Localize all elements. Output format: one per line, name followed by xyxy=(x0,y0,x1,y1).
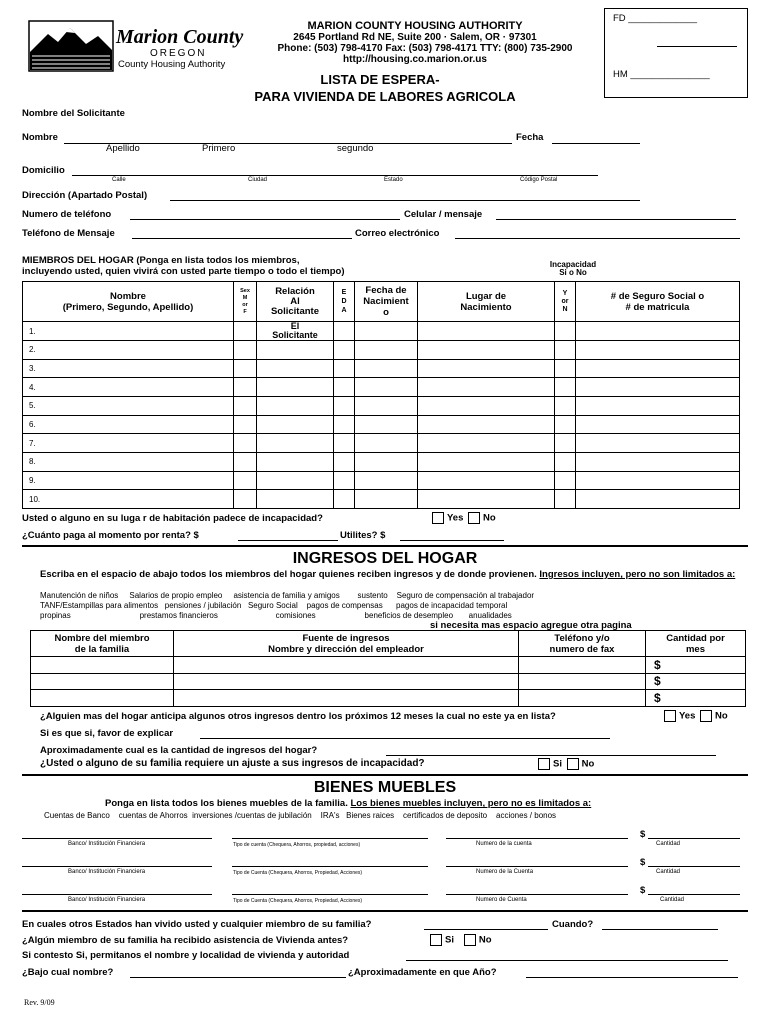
income-examples-1: Manutención de niños Salarios de propio empleo asistencia de familia y amigos sustento Seguro de compensación al trabajador xyxy=(40,591,535,600)
sub-segundo: segundo xyxy=(337,143,374,154)
dollar-sign: $ xyxy=(640,829,646,840)
states-field[interactable] xyxy=(424,929,548,930)
income-examples-2: TANF/Estampillas para alimentos pensiones / jubilación Seguro Social pagos de compensas pagos de incapacidad temporal xyxy=(40,601,508,610)
table-row[interactable] xyxy=(31,690,746,707)
income-table xyxy=(30,630,746,707)
dollar-sign: $ xyxy=(646,690,746,707)
bank-field[interactable] xyxy=(22,894,212,895)
office-use-box xyxy=(604,8,748,98)
income-q4-answers: Si No xyxy=(536,758,594,770)
assets-list: Cuentas de Banco cuentas de Ahorros inversiones /cuentas de jubilación IRA's Bienes raices certificados de deposito acciones / bonos xyxy=(44,811,557,820)
row-number: 5. xyxy=(23,396,234,415)
disability-no-checkbox[interactable] xyxy=(468,512,480,524)
explain-field[interactable] xyxy=(200,738,610,739)
type-label: Tipo de cuenta (Chequera, Ahorros, propiedad, acciones) xyxy=(233,842,361,848)
table-row[interactable] xyxy=(23,471,740,490)
email-label: Correo electrónico xyxy=(355,228,440,239)
states-question: En cuales otros Estados han vivido usted y cualquier miembro de su familia? xyxy=(22,919,372,930)
office-blank-line xyxy=(657,46,737,47)
type-field[interactable] xyxy=(232,894,428,895)
org-address: 2645 Portland Rd NE, Suite 200 · Salem, OR · 97301 xyxy=(293,32,537,43)
bank-label: Banco/ Institución Financiera xyxy=(68,841,146,847)
prior-assistance-answers: Si No xyxy=(428,934,492,946)
divider xyxy=(22,774,748,776)
bank-field[interactable] xyxy=(22,866,212,867)
assets-heading: BIENES MUEBLES xyxy=(313,779,457,796)
dollar-sign: $ xyxy=(640,857,646,868)
assets-intro: Ponga en lista todos los bienes muebles de la familia. Los bienes muebles incluyen, pero no es limitados a: xyxy=(105,798,592,809)
amount-field[interactable] xyxy=(648,894,740,895)
amount-label: Cantidad xyxy=(660,897,685,903)
utilities-label: Utilites? $ xyxy=(340,530,386,541)
total-income-field[interactable] xyxy=(386,755,716,756)
sub-ciudad: Ciudad xyxy=(248,177,268,183)
rent-field[interactable] xyxy=(238,540,338,541)
col-name: Nombre (Primero, Segundo, Apellido) xyxy=(23,282,234,322)
table-row[interactable] xyxy=(31,657,746,674)
account-label: Numero de la Cuenta xyxy=(476,869,534,875)
col-phone: Teléfono y/o numero de fax xyxy=(519,631,646,657)
type-label: Tipo de Cuenta (Chequera, Ahorros, Propiedad, Acciones) xyxy=(233,898,363,904)
bank-label: Banco/ Institución Financiera xyxy=(68,869,146,875)
self-relation: El Solicitante xyxy=(272,321,318,340)
msg-phone-label: Teléfono de Mensaje xyxy=(22,228,115,239)
account-field[interactable] xyxy=(446,894,628,895)
year-question: ¿Aproximadamente en que Año? xyxy=(348,967,497,978)
county-logo xyxy=(28,20,256,72)
row-number: 4. xyxy=(23,378,234,397)
authority-question: Si contesto Si, permitanos el nombre y localidad de vivienda y autoridad xyxy=(22,950,350,961)
row-number: 3. xyxy=(23,359,234,378)
yes-label: Yes xyxy=(447,512,464,524)
col-sex: Sex M or F xyxy=(234,282,257,322)
under-name-field[interactable] xyxy=(130,977,346,978)
col-source: Fuente de ingresos Nombre y dirección del empleador xyxy=(174,631,519,657)
sub-primero: Primero xyxy=(202,143,236,154)
row-number: 2. xyxy=(23,341,234,360)
account-label: Numero de Cuenta xyxy=(476,897,527,903)
income-q1: ¿Alguien mas del hogar anticipa algunos otros ingresos dentro los próximos 12 meses la cual no este ya en lista? xyxy=(40,711,556,722)
when-field[interactable] xyxy=(602,929,718,930)
table-row[interactable] xyxy=(23,359,740,378)
when-label: Cuando? xyxy=(552,919,594,930)
divider xyxy=(22,910,748,912)
table-row[interactable] xyxy=(23,396,740,415)
form-title-line2: PARA VIVIENDA DE LABORES AGRICOLA xyxy=(254,89,516,104)
type-field[interactable] xyxy=(232,838,428,839)
col-member: Nombre del miembro de la familia xyxy=(31,631,174,657)
phone-field[interactable] xyxy=(130,219,400,220)
rent-question: ¿Cuánto paga al momento por renta? $ xyxy=(22,530,199,541)
utilities-field[interactable] xyxy=(400,540,504,541)
domicilio-field[interactable] xyxy=(72,175,598,176)
disability-yes-checkbox[interactable] xyxy=(432,512,444,524)
table-row[interactable] xyxy=(23,434,740,453)
bank-label: Banco/ Institución Financiera xyxy=(68,897,146,903)
sub-calle: Calle xyxy=(112,177,126,183)
table-row[interactable] xyxy=(23,415,740,434)
amount-label: Cantidad xyxy=(656,841,681,847)
sub-estado: Estado xyxy=(384,177,403,183)
adjust-yes-checkbox[interactable] xyxy=(538,758,550,770)
income-more-space: si necesita mas espacio agregue otra pagina xyxy=(430,620,632,631)
logo-name: Marion County xyxy=(116,26,244,48)
col-yn: Y or N xyxy=(555,282,576,322)
household-intro-1: MIEMBROS DEL HOGAR (Ponga en lista todos los miembros, xyxy=(22,255,300,266)
table-row[interactable] xyxy=(23,490,740,509)
row-number: 1. xyxy=(23,322,234,341)
no-label: No xyxy=(483,512,496,524)
logo-state: OREGON xyxy=(150,48,207,59)
table-row[interactable] xyxy=(23,341,740,360)
income-examples-3: propinas prestamos financieros comisiones beneficios de desempleo anualidades xyxy=(40,611,512,620)
cell-label: Celular / mensaje xyxy=(404,209,483,220)
col-pob: Lugar de Nacimiento xyxy=(418,282,555,322)
account-label: Numero de la cuenta xyxy=(476,841,532,847)
date-field[interactable] xyxy=(552,143,640,144)
table-row[interactable] xyxy=(23,322,740,341)
adjust-no-checkbox[interactable] xyxy=(567,758,579,770)
domicilio-label: Domicilio xyxy=(22,165,65,176)
table-row[interactable] xyxy=(31,673,746,690)
prior-yes-checkbox[interactable] xyxy=(430,934,442,946)
prior-no-checkbox[interactable] xyxy=(464,934,476,946)
cell-field[interactable] xyxy=(496,219,736,220)
postal-field[interactable] xyxy=(170,200,640,201)
row-number: 7. xyxy=(23,434,234,453)
fd-field[interactable]: FD _____________ xyxy=(613,13,697,24)
household-intro-2: incluyendo usted, quien vivirá con usted parte tiempo o todo el tiempo) xyxy=(22,266,345,277)
amount-field[interactable] xyxy=(648,838,740,839)
disability-answers xyxy=(430,512,496,524)
row-number: 9. xyxy=(23,471,234,490)
col-amount: Cantidad por mes xyxy=(646,631,746,657)
col-dob: Fecha de Nacimient o xyxy=(355,282,418,322)
divider xyxy=(22,545,748,547)
under-name-question: ¿Bajo cual nombre? xyxy=(22,967,114,978)
col-age: E D A xyxy=(334,282,355,322)
logo-sub: County Housing Authority xyxy=(118,59,226,70)
date-label: Fecha xyxy=(516,132,544,143)
sub-codigo: Código Postal xyxy=(520,177,558,183)
incap-yn: Si o No xyxy=(559,268,587,277)
table-row[interactable] xyxy=(23,452,740,471)
name-label: Nombre xyxy=(22,132,58,143)
income-q3: Aproximadamente cual es la cantidad de ingresos del hogar? xyxy=(40,745,318,756)
year-field[interactable] xyxy=(526,977,738,978)
household-table xyxy=(22,281,740,509)
type-field[interactable] xyxy=(232,866,428,867)
row-number: 10. xyxy=(23,490,234,509)
future-income-yes-checkbox[interactable] xyxy=(664,710,676,722)
type-label: Tipo de Cuenta (Chequera, Ahorros, Propiedad, Acciones) xyxy=(233,870,363,876)
future-income-no-checkbox[interactable] xyxy=(700,710,712,722)
income-q1-answers: Yes No xyxy=(662,710,728,722)
col-relation: Relación Al Solicitante xyxy=(257,282,334,322)
phone-label: Numero de teléfono xyxy=(22,209,112,220)
disability-question: Usted o alguno en su luga r de habitación padece de incapacidad? xyxy=(22,513,323,524)
income-intro: Escriba en el espacio de abajo todos los miembros del hogar quienes reciben ingresos y de donde provienen. Ingresos incluyen, pero no son limitados a: xyxy=(40,569,736,580)
prior-assistance-question: ¿Algún miembro de su familia ha recibido asistencia de Vivienda antes? xyxy=(22,935,349,946)
org-phones: Phone: (503) 798-4170 Fax: (503) 798-4171 TTY: (800) 735-2900 xyxy=(277,43,573,54)
amount-label: Cantidad xyxy=(656,869,681,875)
form-title-line1: LISTA DE ESPERA- xyxy=(320,72,440,87)
incap-label: Incapacidad xyxy=(549,260,597,269)
dollar-sign: $ xyxy=(646,657,746,674)
msg-phone-field[interactable] xyxy=(132,238,352,239)
dollar-sign: $ xyxy=(640,885,646,896)
postal-label: Dirección (Apartado Postal) xyxy=(22,190,148,201)
account-field[interactable] xyxy=(446,866,628,867)
org-url: http://housing.co.marion.or.us xyxy=(343,54,487,65)
hm-field[interactable]: HM _______________ xyxy=(613,69,710,80)
col-ssn: # de Seguro Social o # de matricula xyxy=(576,282,740,322)
amount-field[interactable] xyxy=(648,866,740,867)
revision-label: Rev. 9/09 xyxy=(24,998,55,1007)
income-q2: Si es que si, favor de explicar xyxy=(40,728,174,739)
table-row[interactable] xyxy=(23,378,740,397)
email-field[interactable] xyxy=(455,238,740,239)
section-applicant: Nombre del Solicitante xyxy=(22,108,125,119)
row-number: 6. xyxy=(23,415,234,434)
row-number: 8. xyxy=(23,452,234,471)
income-q4: ¿Usted o alguno de su familia requiere un ajuste a sus ingresos de incapacidad? xyxy=(40,758,425,769)
authority-field[interactable] xyxy=(406,960,728,961)
mountain-logo-icon xyxy=(28,20,114,72)
account-field[interactable] xyxy=(446,838,628,839)
dollar-sign: $ xyxy=(646,673,746,690)
income-heading: INGRESOS DEL HOGAR xyxy=(292,550,478,567)
bank-field[interactable] xyxy=(22,838,212,839)
org-name: MARION COUNTY HOUSING AUTHORITY xyxy=(307,20,523,32)
sub-apellido: Apellido xyxy=(106,143,140,154)
